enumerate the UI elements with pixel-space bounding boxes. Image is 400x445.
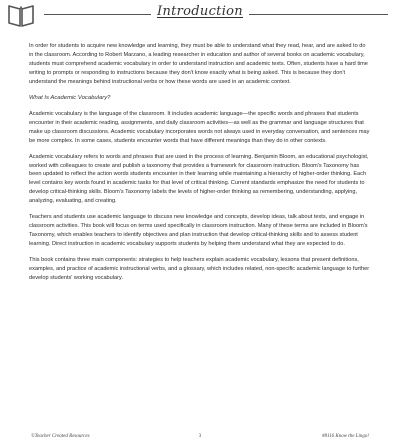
- paragraph-intro: In order for students to acquire new knowledge and learning, they must be able to understand what they read, hear, and are asked to do in the classroom. According to Robert Marzano, a leading researcher in education and author of several books on academic vocabulary, students must comprehend academic vocabulary in order to understand instruction and academic texts. Often, students have a hard time writing to prompts or responding to instructions because they don't know exactly what is being asked. This is because they don't understand the meanings behind instructional verbs or how these words are used in an academic context.: [29, 43, 368, 85]
- paragraph-definition: Academic vocabulary is the language of the classroom. It includes academic language—the specific words and phrases that students encounter in their academic reading, assignments, and daily classroom activities—as well as the grammar and language structures that make up classroom discussions. Academic vocabulary incorporates words not always used in everyday conversation, and sentences may be more complex. In some cases, students encounter words that have different meanings than they do in other contexts.: [29, 110, 370, 144]
- footer-book-title: #8116 Know the Lingo!: [322, 434, 369, 439]
- main-text: [29, 42, 371, 290]
- paragraph-components: This book contains three main components: strategies to help teachers explain academic vocabulary, lessons that present definitions, examples, and practice of academic instructional verbs, and a glossary, which includes related, non-specific academic language to further develop students' working vocabulary.: [29, 257, 370, 281]
- paragraph-bloom: Academic vocabulary refers to words and phrases that are used in the process of learning. Benjamin Bloom, an educational psychologist, worked with colleagues to create and publish a taxonomy that provides a framework for classroom instruction. Bloom's Taxonomy has been updated to reflect the action words students encounter in their learning while maintaining a hierarchy of higher-order thinking. Each level contains key words found in academic tasks for that level of critical thinking. Current standards emphasize the need for students to develop critical-thinking skills. Bloom's Taxonomy labels the levels of higher-order thinking as remembering, understanding, applying, analyzing, evaluating, and creating.: [29, 153, 369, 205]
- page-title: Introduction: [0, 4, 400, 19]
- page-number: 3: [198, 434, 202, 439]
- footer-copyright: ©Teacher Created Resources: [31, 434, 90, 439]
- page-header: [0, 0, 400, 30]
- section-heading: What Is Academic Vocabulary?: [29, 94, 111, 101]
- paragraph-usage: Teachers and students use academic language to discuss new knowledge and concepts, develop ideas, talk about texts, and engage in classroom activities. This book will focus on terms used specifically in classroom instruction. Many of these terms are included in Bloom's Taxonomy, which enables teachers to identify objectives and plan instruction that develop critical-thinking skills and to assess student learning. Direct instruction in academic vocabulary supports students by helping them understand what they are expected to do.: [29, 214, 368, 247]
